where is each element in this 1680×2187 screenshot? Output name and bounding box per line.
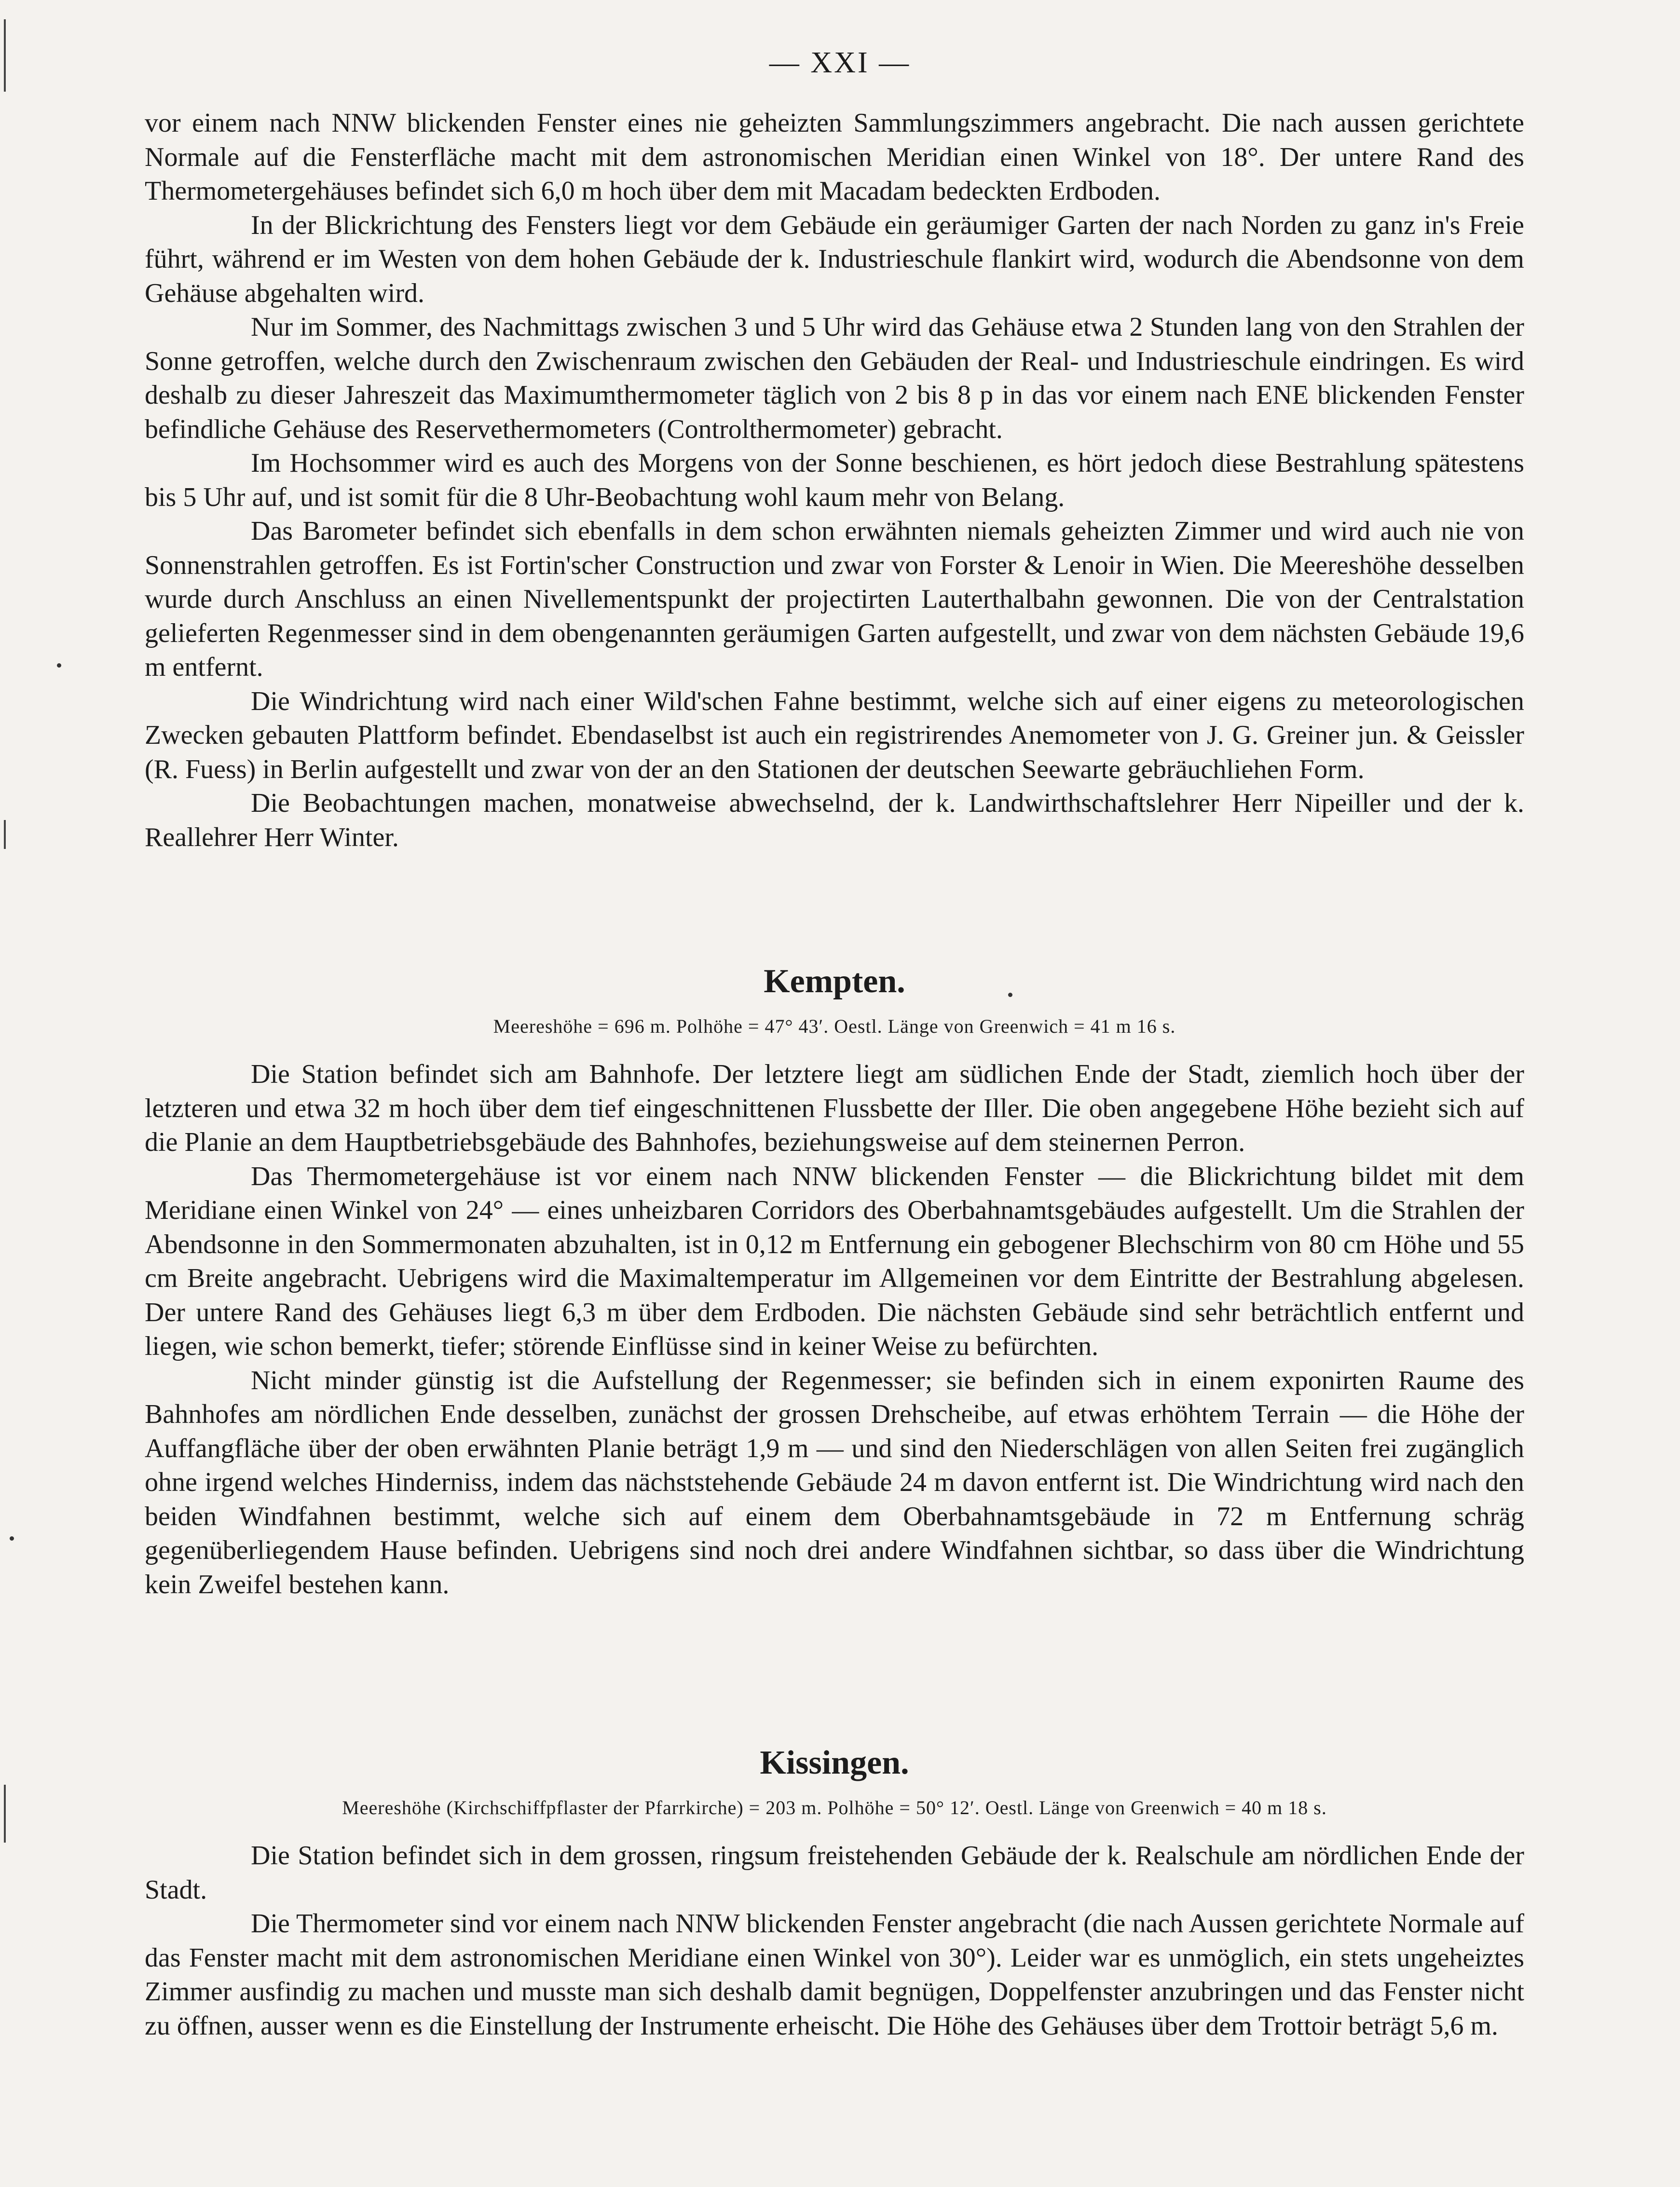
paragraph: Nur im Sommer, des Nachmittags zwischen 3 und 5 Uhr wird das Gehäuse etwa 2 Stunden lang von den Strahlen der Sonne getroffen, welche durch den Zwischenraum zwischen den Gebäuden der Real- und Industrieschule eindringen. Es wird deshalb zu dieser Jahreszeit das Maximumthermometer täglich von 2 bis 8 p in das vor einem nach ENE blickenden Fenster befindliche Gehäuse des Reservethermometers (Controlthermometer) gebracht.: [145, 312, 1524, 444]
section-title: Kissingen.: [760, 1744, 909, 1781]
paragraph: Die Station befindet sich in dem grossen, ringsum freistehenden Gebäude der k. Realschule am nördlichen Ende der Stadt.: [145, 1841, 1524, 1905]
paragraph: vor einem nach NNW blickenden Fenster eines nie geheizten Sammlungszimmers angebracht. Die nach aussen gerichtete Normale auf die Fensterfläche macht mit dem astronomischen Meridian einen Winkel von 18°. Der untere Rand des Thermometergehäuses befindet sich 6,0 m hoch über dem mit Macadam bedeckten Erdboden.: [145, 108, 1524, 206]
kissingen-section: [145, 1741, 1524, 2043]
paragraph: Die Station befindet sich am Bahnhofe. Der letztere liegt am südlichen Ende der Stadt, ziemlich hoch über der letzteren und etwa 32 m hoch über dem tief eingeschnittenen Flussbette der Iller. Die oben angegebene Höhe bezieht sich auf die Planie an dem Hauptbetriebsgebäude des Bahnhofes, beziehungsweise auf dem steinernen Perron.: [145, 1059, 1524, 1157]
scan-speck: [57, 663, 61, 668]
kempten-section: [145, 960, 1524, 1601]
paragraph: Die Beobachtungen machen, monatweise abwechselnd, der k. Landwirthschaftslehrer Herr Nipeiller und der k. Reallehrer Herr Winter.: [145, 788, 1524, 852]
paragraph: Die Windrichtung wird nach einer Wild'schen Fahne bestimmt, welche sich auf einer eigens zu meteorologischen Zwecken gebauten Plattform befindet. Ebendaselbst ist auch ein registrirendes Anemometer von J. G. Greiner jun. & Geissler (R. Fuess) in Berlin aufgestellt und zwar von der an den Stationen der deutschen Seewarte gebräuchliehen Form.: [145, 686, 1524, 784]
paragraph: Die Thermometer sind vor einem nach NNW blickenden Fenster angebracht (die nach Aussen gerichtete Normale auf das Fenster macht mit dem astronomischen Meridiane einen Winkel von 30°). Leider war es unmöglich, ein stets ungeheiztes Zimmer ausfindig zu machen und musste man sich deshalb damit begnügen, Doppelfenster anzubringen und das Fenster nicht zu öffnen, ausser wenn es die Einstellung der Instrumente erheischt. Die Höhe des Gehäuses über dem Trottoir beträgt 5,6 m.: [145, 1909, 1524, 2041]
scan-edge-mark: [4, 820, 6, 849]
paragraph: In der Blickrichtung des Fensters liegt vor dem Gebäude ein geräumiger Garten der nach Norden zu ganz in's Freie führt, während er im Westen von dem hohen Gebäude der k. Industrieschule flankirt wird, wodurch die Abendsonne von dem Gehäuse abgehalten wird.: [145, 210, 1524, 308]
scan-edge-mark: [4, 1785, 6, 1843]
scan-speck: [10, 1536, 14, 1541]
paragraph: Nicht minder günstig ist die Aufstellung der Regenmesser; sie befinden sich in einem exponirten Raume des Bahnhofes am nördlichen Ende desselben, zunächst der grossen Drehscheibe, auf etwas erhöhtem Terrain — die Höhe der Auffangfläche über der oben erwähnten Planie beträgt 1,9 m — und sind den Niederschlägen von allen Seiten frei zugänglich ohne irgend welches Hinderniss, indem das nächststehende Gebäude 24 m davon entfernt ist. Die Windrichtung wird nach den beiden Windfahnen bestimmt, welche sich auf einem dem Oberbahnamtsgebäude in 72 m Entfernung schräg gegenüberliegendem Hause befinden. Uebrigens sind noch drei andere Windfahnen sichtbar, so dass über die Windrichtung kein Zweifel bestehen kann.: [145, 1365, 1524, 1599]
station-coordinates: Meereshöhe = 696 m. Polhöhe = 47° 43′. Oestl. Länge von Greenwich = 41 m 16 s.: [493, 1015, 1176, 1037]
section-title: Kempten.: [764, 963, 905, 1000]
paragraph: Das Thermometergehäuse ist vor einem nach NNW blickenden Fenster — die Blickrichtung bildet mit dem Meridiane einen Winkel von 24° — eines unheizbaren Corridors des Oberbahnamtsgebäudes aufgestellt. Um die Strahlen der Abendsonne in den Sommermonaten abzuhalten, ist in 0,12 m Entfernung ein gebogener Blechschirm von 80 cm Höhe und 55 cm Breite angebracht. Uebrigens wird die Maximaltemperatur im Allgemeinen vor dem Eintritte der Bestrahlung abgelesen. Der untere Rand des Gehäuses liegt 6,3 m über dem Erdboden. Die nächsten Gebäude sind sehr beträchtlich entfernt und liegen, wie schon bemerkt, tiefer; störende Einflüsse sind in keiner Weise zu befürchten.: [145, 1161, 1524, 1361]
page-number: — XXI —: [769, 46, 911, 79]
paragraph: Das Barometer befindet sich ebenfalls in dem schon erwähnten niemals geheizten Zimmer und wird auch nie von Sonnenstrahlen getroffen. Es ist Fortin'scher Construction und zwar von Forster & Lenoir in Wien. Die Meereshöhe desselben wurde durch Anschluss an einen Nivellementspunkt der projectirten Lauterthalbahn gewonnen. Die von der Centralstation gelieferten Regenmesser sind in dem obengenannten geräumigen Garten aufgestellt, und zwar von dem nächsten Gebäude 19,6 m entfernt.: [145, 516, 1524, 682]
intro-section: [145, 106, 1524, 854]
station-coordinates: Meereshöhe (Kirchschiffpflaster der Pfarrkirche) = 203 m. Polhöhe = 50° 12′. Oestl. Länge von Greenwich = 40 m 18 s.: [342, 1797, 1327, 1818]
paragraph: Im Hochsommer wird es auch des Morgens von der Sonne beschienen, es hört jedoch diese Bestrahlung spätestens bis 5 Uhr auf, und ist somit für die 8 Uhr-Beobachtung wohl kaum mehr von Belang.: [145, 448, 1524, 512]
